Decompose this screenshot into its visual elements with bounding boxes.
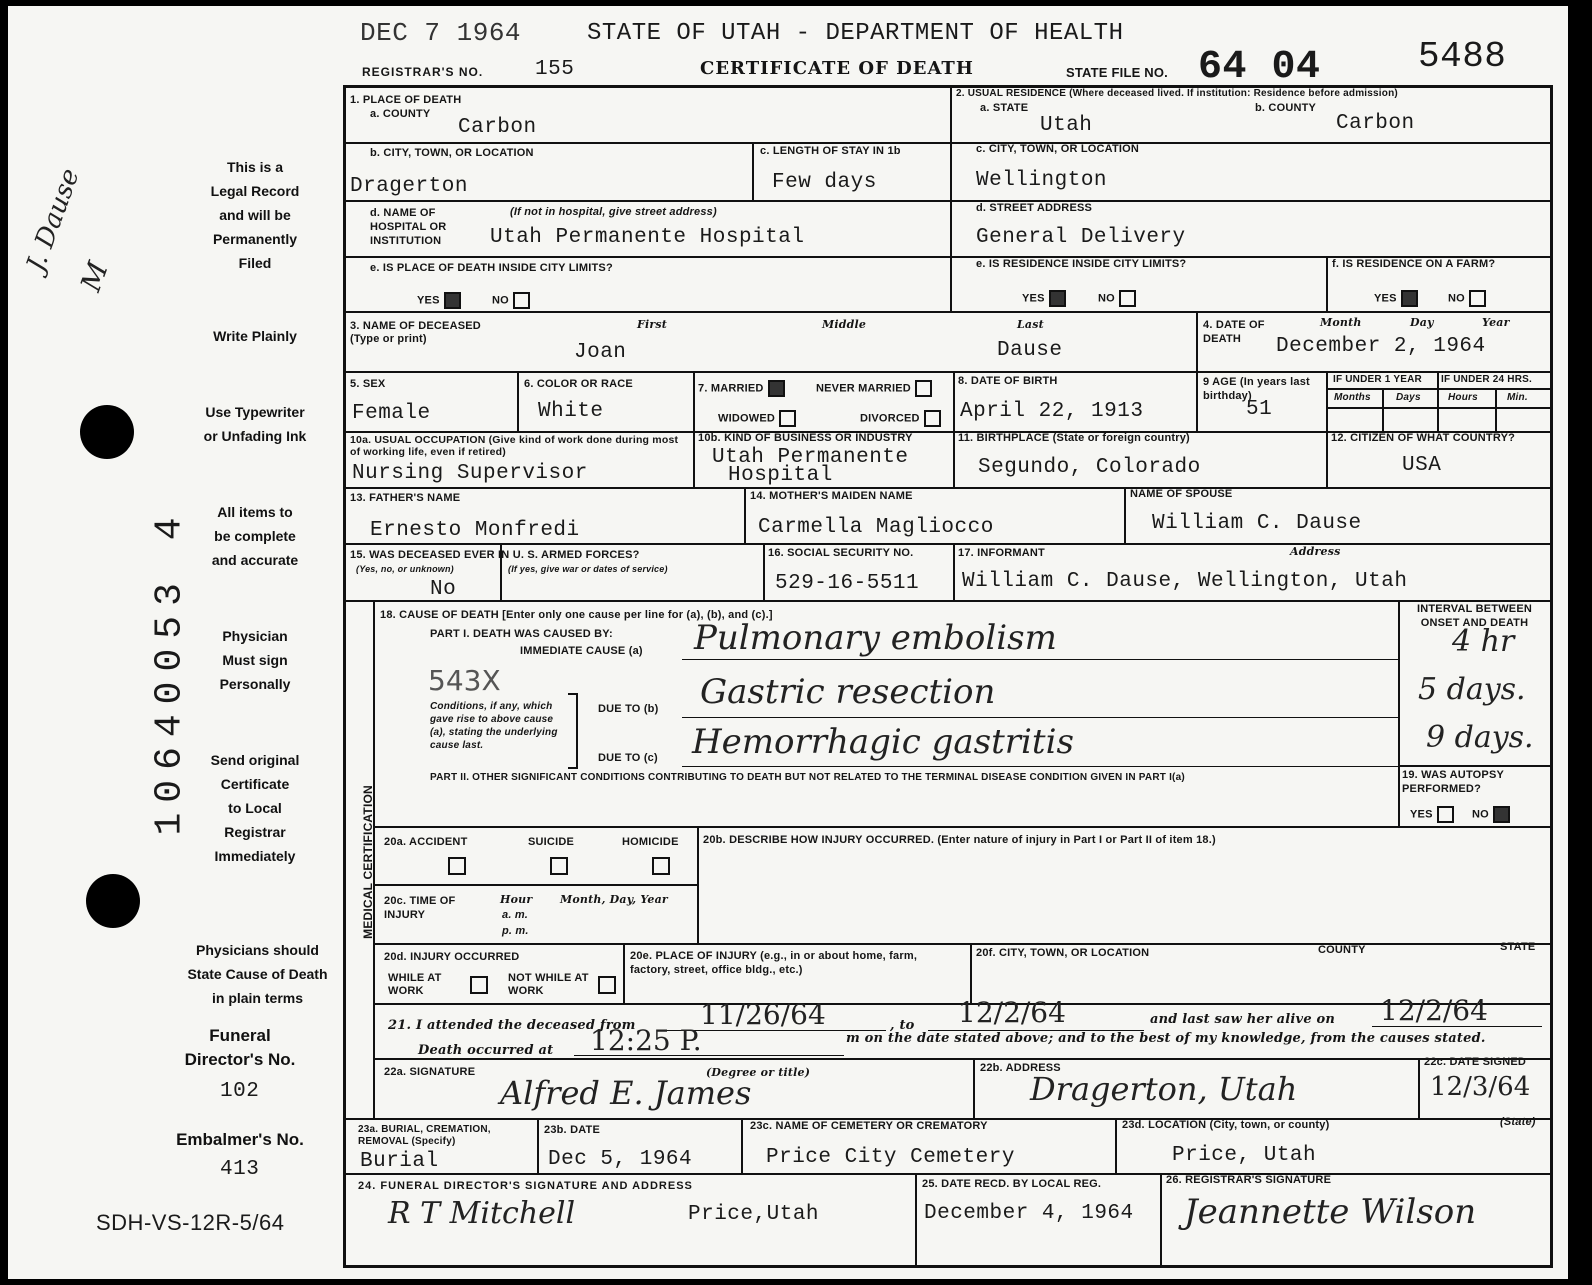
- hospital-name: Utah Permanente Hospital: [490, 226, 805, 249]
- form-number: SDH-VS-12R-5/64: [96, 1210, 285, 1235]
- date-signed-label: 22c. DATE SIGNED: [1424, 1056, 1527, 1068]
- divider: [517, 371, 519, 431]
- injury-state-label: STATE: [1500, 941, 1536, 953]
- checked-checkbox[interactable]: [1401, 290, 1418, 307]
- date-received: December 4, 1964: [924, 1202, 1134, 1225]
- checked-checkbox[interactable]: [768, 380, 785, 397]
- stay-label: c. LENGTH OF STAY IN 1b: [760, 145, 901, 157]
- funeral-label-line: Funeral: [209, 1026, 271, 1045]
- divider: [697, 826, 699, 943]
- punch-hole: [86, 874, 140, 928]
- send-line: to Local: [228, 800, 282, 816]
- citizen: USA: [1402, 454, 1442, 477]
- due-to-b-label: DUE TO (b): [598, 703, 659, 715]
- cause-c: Hemorrhagic gastritis: [692, 722, 1074, 762]
- mdy-label: Month, Day, Year: [560, 893, 668, 906]
- divider: [1115, 1118, 1117, 1173]
- divider: [1398, 600, 1400, 826]
- cause-b: Gastric resection: [700, 672, 996, 712]
- checkbox[interactable]: [924, 410, 941, 427]
- res-state-label: a. STATE: [980, 102, 1029, 114]
- married-option[interactable]: [698, 380, 785, 397]
- days-label: Days: [1396, 392, 1421, 403]
- res-state: Utah: [1040, 114, 1093, 137]
- last-name: Dause: [997, 339, 1063, 362]
- min-label: Min.: [1507, 392, 1528, 403]
- code-543x: 543X: [428, 664, 501, 697]
- res-street-label: d. STREET ADDRESS: [976, 202, 1093, 214]
- interval-a: 4 hr: [1452, 624, 1515, 659]
- burial-date: Dec 5, 1964: [548, 1148, 693, 1171]
- date-received-label: 25. DATE RECD. BY LOCAL REG.: [922, 1178, 1102, 1190]
- physician-line: Personally: [219, 676, 291, 692]
- send-line: Immediately: [214, 848, 296, 864]
- death-occurred-tail: m on the date stated above; and to the best of my knowledge, from the causes stated.: [846, 1031, 1486, 1046]
- date-signed: 12/3/64: [1430, 1072, 1531, 1102]
- funeral-address: Price,Utah: [688, 1203, 820, 1226]
- registrar-signature: Jeannette Wilson: [1184, 1192, 1477, 1232]
- bracket: [568, 693, 578, 769]
- attended-label: 21. I attended the deceased from: [388, 1018, 636, 1033]
- place-of-injury-label: 20e. PLACE OF INJURY (e.g., in or about home, farm, factory, street, office bldg., etc.): [630, 950, 918, 976]
- injury-county-label: COUNTY: [1318, 944, 1366, 956]
- to-label: , to: [890, 1018, 915, 1033]
- divider: [1326, 388, 1551, 390]
- autopsy-yes[interactable]: [1410, 806, 1454, 823]
- first-name: Joan: [574, 341, 627, 364]
- res-county-label: b. COUNTY: [1255, 102, 1317, 114]
- autopsy-no[interactable]: [1472, 806, 1510, 823]
- birthplace: Segundo, Colorado: [978, 456, 1201, 479]
- state-file-no: 64 04: [1198, 45, 1321, 90]
- degree-label: (Degree or title): [706, 1066, 811, 1079]
- checkbox[interactable]: [915, 380, 932, 397]
- date-stamp: DEC 7 1964: [360, 18, 522, 48]
- res-county: Carbon: [1336, 112, 1415, 135]
- funeral-director-no: 102: [220, 1080, 260, 1103]
- cause-label: 18. CAUSE OF DEATH [Enter only one cause per line for (a), (b), and (c).]: [380, 609, 773, 621]
- birth-date: April 22, 1913: [960, 400, 1144, 423]
- death-occurred-label: Death occurred at: [418, 1043, 554, 1058]
- armed-forces: No: [430, 578, 457, 601]
- divider: [373, 1058, 1551, 1060]
- divider: [693, 371, 695, 487]
- divider: [345, 142, 1551, 144]
- divider: [741, 1118, 743, 1173]
- divider: [345, 311, 1551, 313]
- armed-hint-1: (Yes, no, or unknown): [356, 564, 454, 574]
- legal-line: and will be: [219, 207, 291, 223]
- autopsy-label: 19. WAS AUTOPSY PERFORMED?: [1402, 769, 1504, 795]
- mother-label: 14. MOTHER'S MAIDEN NAME: [750, 490, 913, 502]
- length-of-stay: Few days: [772, 171, 877, 194]
- informant-label: 17. INFORMANT: [958, 547, 1045, 559]
- mother-name: Carmella Magliocco: [758, 516, 994, 539]
- interval-label: INTERVAL BETWEEN ONSET AND DEATH: [1416, 603, 1533, 629]
- no-label: NO: [1448, 292, 1465, 305]
- divider: [345, 487, 1551, 489]
- attended-from: 11/26/64: [700, 998, 826, 1031]
- yes-label: YES: [1410, 808, 1433, 821]
- vertical-serial-number: 10640053 4: [148, 507, 192, 836]
- checkbox[interactable]: [779, 410, 796, 427]
- physician-address-label: 22b. ADDRESS: [980, 1062, 1061, 1074]
- month-label: Month: [1320, 316, 1362, 329]
- ssn: 529-16-5511: [775, 572, 920, 595]
- never-married-option[interactable]: [816, 380, 932, 397]
- physician-line: Physician: [222, 628, 288, 644]
- cause-a-line: [682, 659, 1398, 660]
- death-county: Carbon: [458, 116, 537, 139]
- divider: [1418, 1058, 1420, 1118]
- divider: [970, 943, 972, 1003]
- divider: [752, 142, 754, 200]
- not-while-at-work-label: NOT WHILE AT WORK: [508, 972, 589, 997]
- res-inside-city-no[interactable]: [1098, 290, 1136, 307]
- injury-city-label: 20f. CITY, TOWN, OR LOCATION: [976, 947, 1150, 959]
- divider: [915, 1173, 917, 1266]
- spouse-name: William C. Dause: [1152, 512, 1362, 535]
- never-married-label: NEVER MARRIED: [816, 382, 911, 395]
- business-line-1: Utah Permanente: [712, 446, 909, 469]
- physician-signature: Alfred E. James: [500, 1074, 752, 1112]
- cemetery-label: 23c. NAME OF CEMETERY OR CREMATORY: [750, 1120, 988, 1132]
- race: White: [538, 400, 604, 423]
- age-label: 9 AGE (In years last birthday): [1203, 376, 1310, 402]
- yes-label: YES: [1022, 292, 1045, 305]
- funeral-director-label: [150, 1024, 330, 1072]
- send-line: Registrar: [224, 824, 286, 840]
- send-line: Send original: [210, 752, 300, 768]
- embalmer-no: 413: [220, 1158, 260, 1181]
- funeral-signature-label: 24. FUNERAL DIRECTOR'S SIGNATURE AND ADDRESS: [358, 1180, 693, 1192]
- divorced-option[interactable]: [860, 410, 941, 427]
- divider: [345, 600, 1551, 602]
- complete-note: [180, 500, 330, 572]
- send-original-note: [180, 748, 330, 868]
- attended-to: 12/2/64: [958, 996, 1066, 1029]
- address-label: Address: [1290, 545, 1341, 558]
- location-label: 23d. LOCATION (City, town, or county): [1122, 1119, 1330, 1131]
- registrar-label: REGISTRAR'S NO.: [362, 65, 484, 79]
- cause-a: Pulmonary embolism: [694, 618, 1057, 658]
- death-inside-city-no[interactable]: [492, 292, 530, 309]
- spouse-label: NAME OF SPOUSE: [1130, 488, 1233, 500]
- hospital-label: d. NAME OF HOSPITAL OR INSTITUTION: [370, 207, 447, 247]
- res-inside-city-label: e. IS RESIDENCE INSIDE CITY LIMITS?: [976, 258, 1187, 270]
- hour-label: Hour: [500, 893, 533, 906]
- checked-checkbox[interactable]: [444, 292, 461, 309]
- part2-label: PART II. OTHER SIGNIFICANT CONDITIONS CONTRIBUTING TO DEATH BUT NOT RELATED TO THE TERMINAL DISEASE CONDITION GIVEN IN PART I(a): [430, 772, 1185, 783]
- place-of-death-label: 1. PLACE OF DEATH: [350, 94, 462, 106]
- homicide-checkbox[interactable]: [652, 857, 670, 875]
- race-label: 6. COLOR OR RACE: [524, 378, 633, 390]
- under-year-label: IF UNDER 1 YEAR: [1333, 374, 1422, 385]
- citizen-label: 12. CITIZEN OF WHAT COUNTRY?: [1331, 432, 1516, 444]
- form-title: STATE OF UTAH - DEPARTMENT OF HEALTH: [587, 20, 1124, 47]
- divider: [1196, 311, 1198, 371]
- suicide-label: SUICIDE: [528, 836, 575, 848]
- state-hint: (State): [1500, 1116, 1536, 1128]
- divider: [953, 543, 955, 600]
- city-label: b. CITY, TOWN, OR LOCATION: [370, 147, 534, 159]
- typewriter-line: Use Typewriter: [205, 404, 305, 420]
- date-of-death-label: 4. DATE OF DEATH: [1203, 319, 1265, 345]
- typewriter-line: or Unfading Ink: [203, 428, 307, 444]
- divider: [1196, 371, 1198, 431]
- burial-date-label: 23b. DATE: [544, 1124, 600, 1136]
- father-name: Ernesto Monfredi: [370, 519, 580, 542]
- hospital-hint: (If not in hospital, give street address): [510, 206, 717, 218]
- due-to-c-label: DUE TO (c): [598, 752, 658, 764]
- occupation-label: 10a. USUAL OCCUPATION (Give kind of work done during most of working life, even if retired): [350, 434, 679, 458]
- no-label: NO: [492, 294, 509, 307]
- res-street: General Delivery: [976, 226, 1186, 249]
- conditions-label: Conditions, if any, which gave rise to above cause (a), stating the underlying cause last.: [430, 701, 558, 751]
- widowed-label: WIDOWED: [718, 412, 776, 425]
- sex: Female: [352, 402, 431, 425]
- res-city: Wellington: [976, 169, 1108, 192]
- divider: [744, 487, 746, 543]
- not-while-at-work-checkbox[interactable]: [598, 976, 616, 994]
- interval-b: 5 days.: [1418, 672, 1526, 707]
- business-label: 10b. KIND OF BUSINESS OR INDUSTRY: [698, 432, 913, 444]
- plain-terms-line: Physicians should: [196, 942, 319, 958]
- divider: [345, 1173, 1551, 1175]
- divider: [373, 884, 697, 886]
- state-file-label: STATE FILE NO.: [1066, 65, 1168, 80]
- pm-label: p. m.: [502, 925, 529, 937]
- checked-checkbox[interactable]: [1493, 806, 1510, 823]
- divorced-label: DIVORCED: [860, 412, 920, 425]
- yes-label: YES: [417, 294, 440, 307]
- funeral-label-line: Director's No.: [184, 1050, 296, 1069]
- divider: [537, 1118, 539, 1173]
- yes-label: YES: [1374, 292, 1397, 305]
- handwritten-initial: M: [73, 257, 115, 296]
- typewriter-note: [180, 400, 330, 448]
- physician-address: Dragerton, Utah: [1030, 1070, 1298, 1108]
- no-label: NO: [1472, 808, 1489, 821]
- legal-record-note: [180, 155, 330, 275]
- burial-type: Burial: [360, 1150, 439, 1173]
- divider: [1160, 1173, 1162, 1266]
- farm-no[interactable]: [1448, 290, 1486, 307]
- handwritten-name: J. Dause: [21, 164, 86, 276]
- birth-date-label: 8. DATE OF BIRTH: [958, 375, 1058, 387]
- complete-line: All items to: [217, 504, 293, 520]
- first-name-label: First: [637, 318, 668, 331]
- suicide-checkbox[interactable]: [550, 857, 568, 875]
- describe-injury-label: 20b. DESCRIBE HOW INJURY OCCURRED. (Enter nature of injury in Part I or Part II of item 18.): [703, 834, 1216, 846]
- punch-hole: [80, 405, 134, 459]
- accident-label: 20a. ACCIDENT: [384, 836, 468, 848]
- res-city-label: c. CITY, TOWN, OR LOCATION: [976, 143, 1140, 155]
- cause-c-line: [682, 766, 1398, 767]
- business-line-2: Hospital: [728, 464, 833, 487]
- farm-label: f. IS RESIDENCE ON A FARM?: [1332, 258, 1496, 270]
- county-label: a. COUNTY: [370, 108, 431, 120]
- funeral-signature: R T Mitchell: [388, 1196, 576, 1231]
- checkbox[interactable]: [1469, 290, 1486, 307]
- legal-line: This is a: [226, 159, 284, 175]
- divider: [763, 543, 765, 600]
- divider: [1398, 765, 1551, 767]
- plain-terms-note: [165, 938, 350, 1010]
- day-label: Day: [1410, 316, 1434, 329]
- time-of-injury-label: 20c. TIME OF INJURY: [384, 895, 456, 921]
- physician-note: [180, 624, 330, 696]
- physician-line: Must sign: [222, 652, 288, 668]
- year-label: Year: [1482, 316, 1510, 329]
- homicide-label: HOMICIDE: [622, 836, 679, 848]
- send-line: Certificate: [220, 776, 290, 792]
- last-saw-date: 12/2/64: [1380, 994, 1488, 1027]
- married-label: 7. MARRIED: [698, 382, 764, 395]
- certificate-title: CERTIFICATE OF DEATH: [700, 58, 974, 79]
- death-city: Dragerton: [350, 175, 468, 198]
- injury-occurred-label: 20d. INJURY OCCURRED: [384, 951, 520, 963]
- divider: [950, 86, 952, 311]
- plain-terms-line: in plain terms: [211, 990, 304, 1006]
- checkbox[interactable]: [1119, 290, 1136, 307]
- accident-checkbox[interactable]: [448, 857, 466, 875]
- divider: [1326, 407, 1551, 409]
- farm-yes[interactable]: [1374, 290, 1418, 307]
- registrar-signature-label: 26. REGISTRAR'S SIGNATURE: [1166, 1174, 1332, 1186]
- legal-line: Permanently: [212, 231, 298, 247]
- complete-line: and accurate: [211, 552, 299, 568]
- birthplace-label: 11. BIRTHPLACE (State or foreign country): [958, 432, 1190, 444]
- last-name-label: Last: [1017, 318, 1044, 331]
- am-label: a. m.: [502, 909, 529, 921]
- medical-certification-label: MEDICAL CERTIFICATION: [361, 785, 375, 939]
- divider: [373, 826, 1551, 828]
- checked-checkbox[interactable]: [1049, 290, 1066, 307]
- write-plainly-note: Write Plainly: [213, 328, 297, 344]
- widowed-option[interactable]: [718, 410, 796, 427]
- burial-location: Price, Utah: [1172, 1144, 1317, 1167]
- legal-line: Filed: [238, 255, 272, 271]
- res-inside-city-yes[interactable]: [1022, 290, 1066, 307]
- divider: [373, 943, 1551, 945]
- signature-label: 22a. SIGNATURE: [384, 1066, 476, 1078]
- sex-label: 5. SEX: [350, 378, 386, 390]
- divider: [1495, 388, 1497, 431]
- months-label: Months: [1334, 392, 1371, 403]
- armed-hint-2: (If yes, give war or dates of service): [508, 564, 668, 574]
- divider: [623, 943, 625, 1003]
- divider: [973, 1058, 975, 1118]
- time-of-death: 12:25 P.: [590, 1024, 702, 1057]
- middle-name-label: Middle: [822, 318, 867, 331]
- divider: [1326, 256, 1328, 311]
- registrar-no: 155: [535, 58, 575, 81]
- divider: [345, 200, 1551, 202]
- no-label: NO: [1098, 292, 1115, 305]
- divider: [1382, 388, 1384, 431]
- age: 51: [1246, 398, 1273, 421]
- armed-forces-label: 15. WAS DECEASED EVER IN U. S. ARMED FORCES?: [350, 549, 640, 561]
- checkbox[interactable]: [1437, 806, 1454, 823]
- hours-label: Hours: [1448, 392, 1478, 403]
- date-of-death: December 2, 1964: [1276, 335, 1486, 358]
- burial-type-label: 23a. BURIAL, CREMATION, REMOVAL (Specify): [358, 1124, 491, 1147]
- deceased-name-label: 3. NAME OF DECEASED (Type or print): [350, 320, 481, 345]
- cemetery: Price City Cemetery: [766, 1146, 1015, 1169]
- checkbox[interactable]: [513, 292, 530, 309]
- residence-label: 2. USUAL RESIDENCE (Where deceased lived. If institution: Residence before admission): [956, 88, 1398, 99]
- divider: [1124, 487, 1126, 543]
- divider: [345, 371, 1551, 373]
- plain-terms-line: State Cause of Death: [187, 966, 328, 982]
- cause-b-line: [682, 717, 1398, 718]
- divider: [953, 371, 955, 487]
- embalmer-label: Embalmer's No.: [176, 1130, 304, 1149]
- file-number: 5488: [1418, 36, 1507, 77]
- part1-label: PART I. DEATH WAS CAUSED BY:: [430, 628, 613, 640]
- death-inside-city-yes[interactable]: [417, 292, 461, 309]
- ssn-label: 16. SOCIAL SECURITY NO.: [768, 547, 914, 559]
- while-at-work-checkbox[interactable]: [470, 976, 488, 994]
- under-24-label: IF UNDER 24 HRS.: [1441, 374, 1532, 385]
- informant: William C. Dause, Wellington, Utah: [962, 570, 1408, 593]
- inside-city-label: e. IS PLACE OF DEATH INSIDE CITY LIMITS?: [370, 262, 613, 274]
- divider: [1437, 371, 1439, 431]
- divider: [345, 543, 1551, 545]
- last-saw-label: and last saw her alive on: [1150, 1012, 1336, 1027]
- complete-line: be complete: [214, 528, 296, 544]
- occupation: Nursing Supervisor: [352, 462, 588, 485]
- while-at-work-label: WHILE AT WORK: [388, 972, 442, 997]
- interval-c: 9 days.: [1426, 720, 1534, 755]
- immediate-cause-label: IMMEDIATE CAUSE (a): [520, 645, 643, 657]
- father-label: 13. FATHER'S NAME: [350, 492, 461, 504]
- legal-line: Legal Record: [210, 183, 300, 199]
